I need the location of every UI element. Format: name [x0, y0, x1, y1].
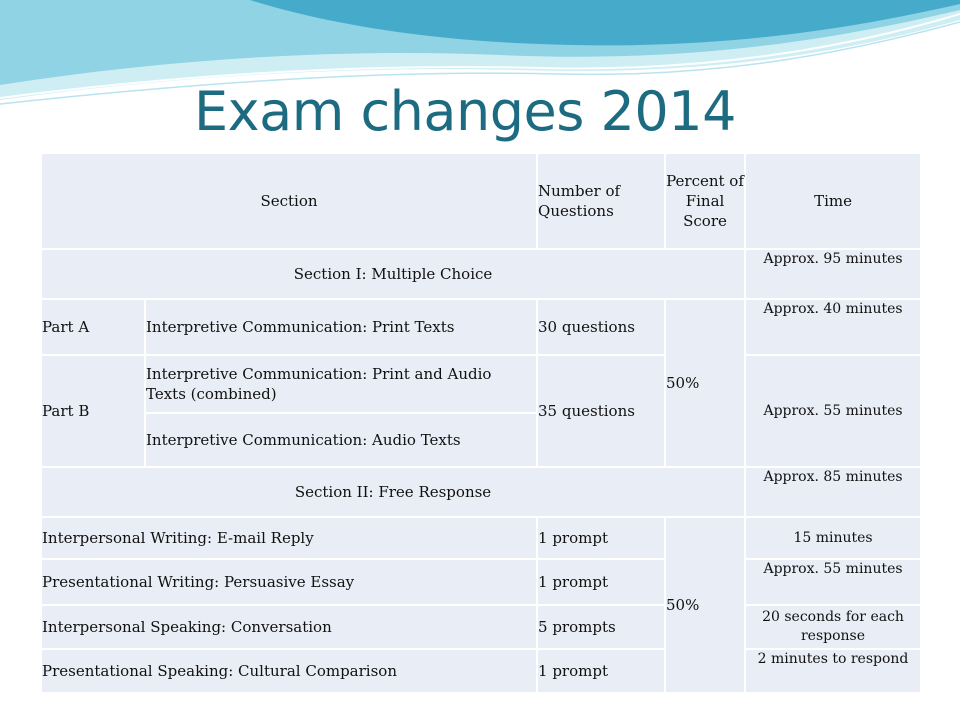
- header-number-of-questions: Number of Questions: [537, 153, 665, 249]
- section1-label: Section I: Multiple Choice: [41, 249, 745, 299]
- task-count: 1 prompt: [537, 517, 665, 559]
- part-a-description: Interpretive Communication: Print Texts: [145, 299, 537, 355]
- part-b-description-2: Interpretive Communication: Audio Texts: [145, 413, 537, 467]
- task-time: 2 minutes to respond: [745, 649, 921, 693]
- section2-time: Approx. 85 minutes: [745, 467, 921, 517]
- table-row: [41, 517, 921, 559]
- task-time: Approx. 55 minutes: [745, 559, 921, 605]
- section2-percent: 50%: [665, 517, 745, 693]
- table-row: [41, 605, 921, 649]
- part-b-questions: 35 questions: [537, 355, 665, 467]
- part-b-label: Part B: [41, 355, 145, 467]
- section1-percent: 50%: [665, 299, 745, 467]
- header-section: Section: [41, 153, 537, 249]
- task-cultural-comparison: Presentational Speaking: Cultural Comparison: [41, 649, 537, 693]
- task-email-reply: Interpersonal Writing: E-mail Reply: [41, 517, 537, 559]
- part-a-questions: 30 questions: [537, 299, 665, 355]
- task-time: 20 seconds for each response: [745, 605, 921, 649]
- task-count: 1 prompt: [537, 559, 665, 605]
- task-persuasive-essay: Presentational Writing: Persuasive Essay: [41, 559, 537, 605]
- slide-title: Exam changes 2014: [194, 80, 736, 143]
- section1-time: Approx. 95 minutes: [745, 249, 921, 299]
- part-b-row: [41, 355, 921, 413]
- header-percent-final-score: Percent of Final Score: [665, 153, 745, 249]
- header-time: Time: [745, 153, 921, 249]
- part-b-description-1: Interpretive Communication: Print and Audio Texts (combined): [145, 355, 537, 413]
- part-b-time: Approx. 55 minutes: [745, 355, 921, 467]
- task-count: 5 prompts: [537, 605, 665, 649]
- section2-label: Section II: Free Response: [41, 467, 745, 517]
- header-row: [41, 153, 921, 249]
- task-time: 15 minutes: [745, 517, 921, 559]
- section2-row: [41, 467, 921, 517]
- table-row: [41, 649, 921, 693]
- section1-row: [41, 249, 921, 299]
- task-count: 1 prompt: [537, 649, 665, 693]
- part-a-row: [41, 299, 921, 355]
- part-a-label: Part A: [41, 299, 145, 355]
- task-conversation: Interpersonal Speaking: Conversation: [41, 605, 537, 649]
- table-row: [41, 559, 921, 605]
- exam-table: [40, 152, 922, 694]
- part-a-time: Approx. 40 minutes: [745, 299, 921, 355]
